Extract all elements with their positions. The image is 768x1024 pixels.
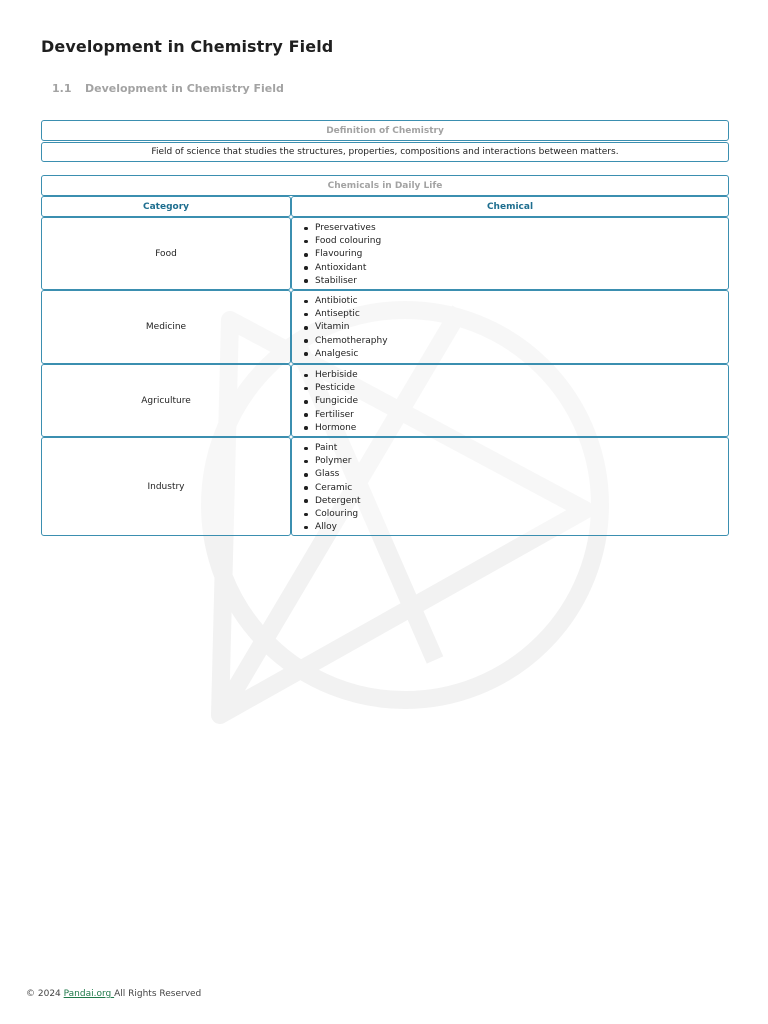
chemical-cell <box>291 364 729 437</box>
chemical-cell <box>291 437 729 536</box>
list-item: Hormone <box>315 422 728 435</box>
list-item: Alloy <box>315 521 728 534</box>
page-title: Development in Chemistry Field <box>41 37 334 56</box>
list-item: Paint <box>315 442 728 455</box>
category-cell: Agriculture <box>41 364 291 437</box>
list-item: Chemotheraphy <box>315 335 728 348</box>
category-cell: Food <box>41 217 291 290</box>
category-cell: Industry <box>41 437 291 536</box>
list-item: Herbiside <box>315 369 728 382</box>
column-header-chemical: Chemical <box>291 196 729 217</box>
section-number: 1.1 <box>52 82 72 95</box>
definition-header: Definition of Chemistry <box>41 120 729 141</box>
table-row <box>41 290 729 364</box>
table-row <box>41 364 729 437</box>
chemicals-daily-life-table <box>41 175 729 536</box>
list-item: Fertiliser <box>315 409 728 422</box>
list-item: Food colouring <box>315 235 728 248</box>
list-item: Ceramic <box>315 482 728 495</box>
footer-copyright: © 2024 <box>26 989 64 999</box>
table-header-row <box>41 196 729 217</box>
table-row <box>41 437 729 536</box>
list-item: Vitamin <box>315 321 728 334</box>
chemical-list <box>292 218 728 292</box>
chemical-cell <box>291 217 729 290</box>
definition-table <box>41 120 729 162</box>
list-item: Colouring <box>315 508 728 521</box>
chemical-list <box>292 291 728 365</box>
definition-text: Field of science that studies the structures, properties, compositions and interactions between matters. <box>41 142 729 162</box>
table-row <box>41 217 729 290</box>
list-item: Pesticide <box>315 382 728 395</box>
section-title: Development in Chemistry Field <box>85 82 284 95</box>
chemical-list <box>292 365 728 439</box>
footer <box>26 989 201 999</box>
list-item: Antioxidant <box>315 262 728 275</box>
chemical-list <box>292 438 728 538</box>
category-cell: Medicine <box>41 290 291 364</box>
list-item: Detergent <box>315 495 728 508</box>
list-item: Stabiliser <box>315 275 728 288</box>
chemical-cell <box>291 290 729 364</box>
footer-link-pandai[interactable]: Pandai.org <box>63 989 115 999</box>
list-item: Polymer <box>315 455 728 468</box>
list-item: Antibiotic <box>315 295 728 308</box>
list-item: Glass <box>315 468 728 481</box>
chemicals-daily-life-header: Chemicals in Daily Life <box>41 175 729 196</box>
list-item: Flavouring <box>315 248 728 261</box>
list-item: Preservatives <box>315 222 728 235</box>
footer-rights: All Rights Reserved <box>114 989 202 999</box>
list-item: Fungicide <box>315 395 728 408</box>
list-item: Analgesic <box>315 348 728 361</box>
column-header-category: Category <box>41 196 291 217</box>
section-heading <box>52 82 284 95</box>
list-item: Antiseptic <box>315 308 728 321</box>
